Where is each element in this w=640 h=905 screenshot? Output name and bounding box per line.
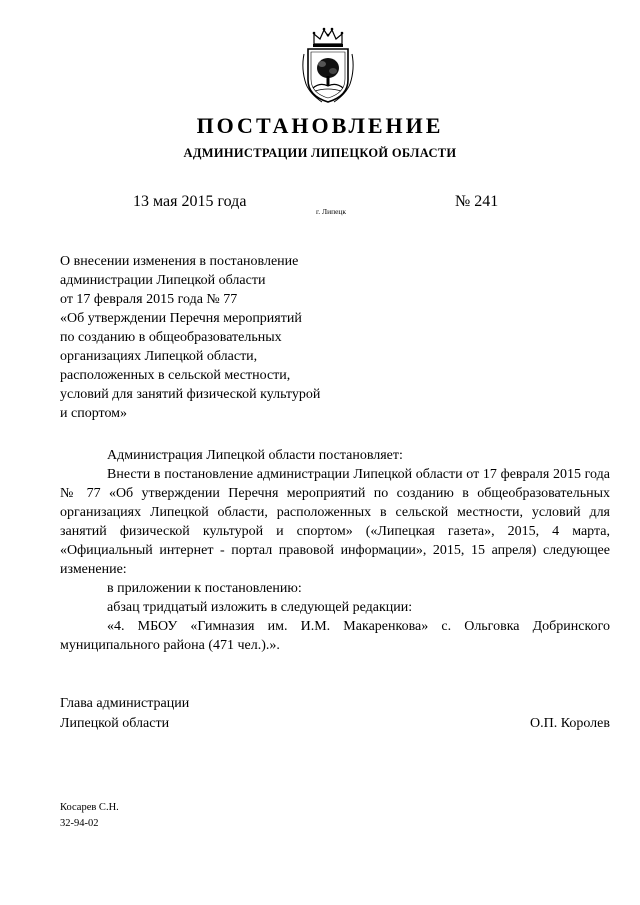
- signature-position-line-1: Глава администрации: [60, 696, 190, 711]
- body-paragraph-preamble: Администрация Липецкой области постановляет:: [107, 448, 403, 463]
- document-number: № 241: [455, 193, 499, 210]
- document-date: 13 мая 2015 года: [133, 193, 247, 210]
- document-issuer: АДМИНИСТРАЦИИ ЛИПЕЦКОЙ ОБЛАСТИ: [183, 146, 457, 160]
- subject-line: по созданию в общеобразовательных: [60, 330, 282, 345]
- subject-line: О внесении изменения в постановление: [60, 254, 299, 269]
- document-subject: [60, 252, 380, 423]
- document-city: г. Липецк: [316, 207, 347, 216]
- subject-line: условий для занятий физической культурой: [60, 387, 321, 402]
- body-paragraph-instruction: абзац тридцатый изложить в следующей редакции:: [107, 600, 413, 615]
- signature-position-line-2: Липецкой области: [60, 716, 170, 731]
- body-paragraph-main: Внести в постановление администрации Липецкой области от 17 февраля 2015 года № 77 «Об утверждении Перечня мероприятий по созданию в общеобразовательных организациях Липецкой области, расположенных в сельской местности, условий для занятий физической культурой и спортом» («Липецкая газета», 2015, 4 марта, «Официальный интернет - портал правовой информации», 2015, 15 апреля) следующее изменение:: [60, 467, 610, 577]
- subject-line: от 17 февраля 2015 года № 77: [60, 292, 238, 307]
- signature-line-2: [60, 714, 610, 734]
- subject-line: «Об утверждении Перечня мероприятий: [60, 311, 302, 326]
- executor-name: Косарев С.Н.: [60, 802, 119, 813]
- document-title: ПОСТАНОВЛЕНИЕ: [196, 113, 444, 138]
- signatory-name: О.П. Королев: [530, 716, 610, 731]
- coat-of-arms-emblem: [296, 24, 360, 106]
- executor-phone: 32-94-02: [60, 818, 99, 829]
- signature-block: [60, 694, 610, 734]
- subject-line: администрации Липецкой области: [60, 273, 266, 288]
- subject-line: организациях Липецкой области,: [60, 349, 258, 364]
- document-body: [60, 446, 610, 655]
- body-paragraph-new-text: «4. МБОУ «Гимназия им. И.М. Макаренкова» с. Ольговка Добринского муниципального района (471 чел.).».: [60, 619, 610, 653]
- executor-block: [60, 800, 119, 832]
- subject-line: расположенных в сельской местности,: [60, 368, 291, 383]
- subject-line: и спортом»: [60, 406, 128, 421]
- body-paragraph-annex: в приложении к постановлению:: [107, 581, 302, 596]
